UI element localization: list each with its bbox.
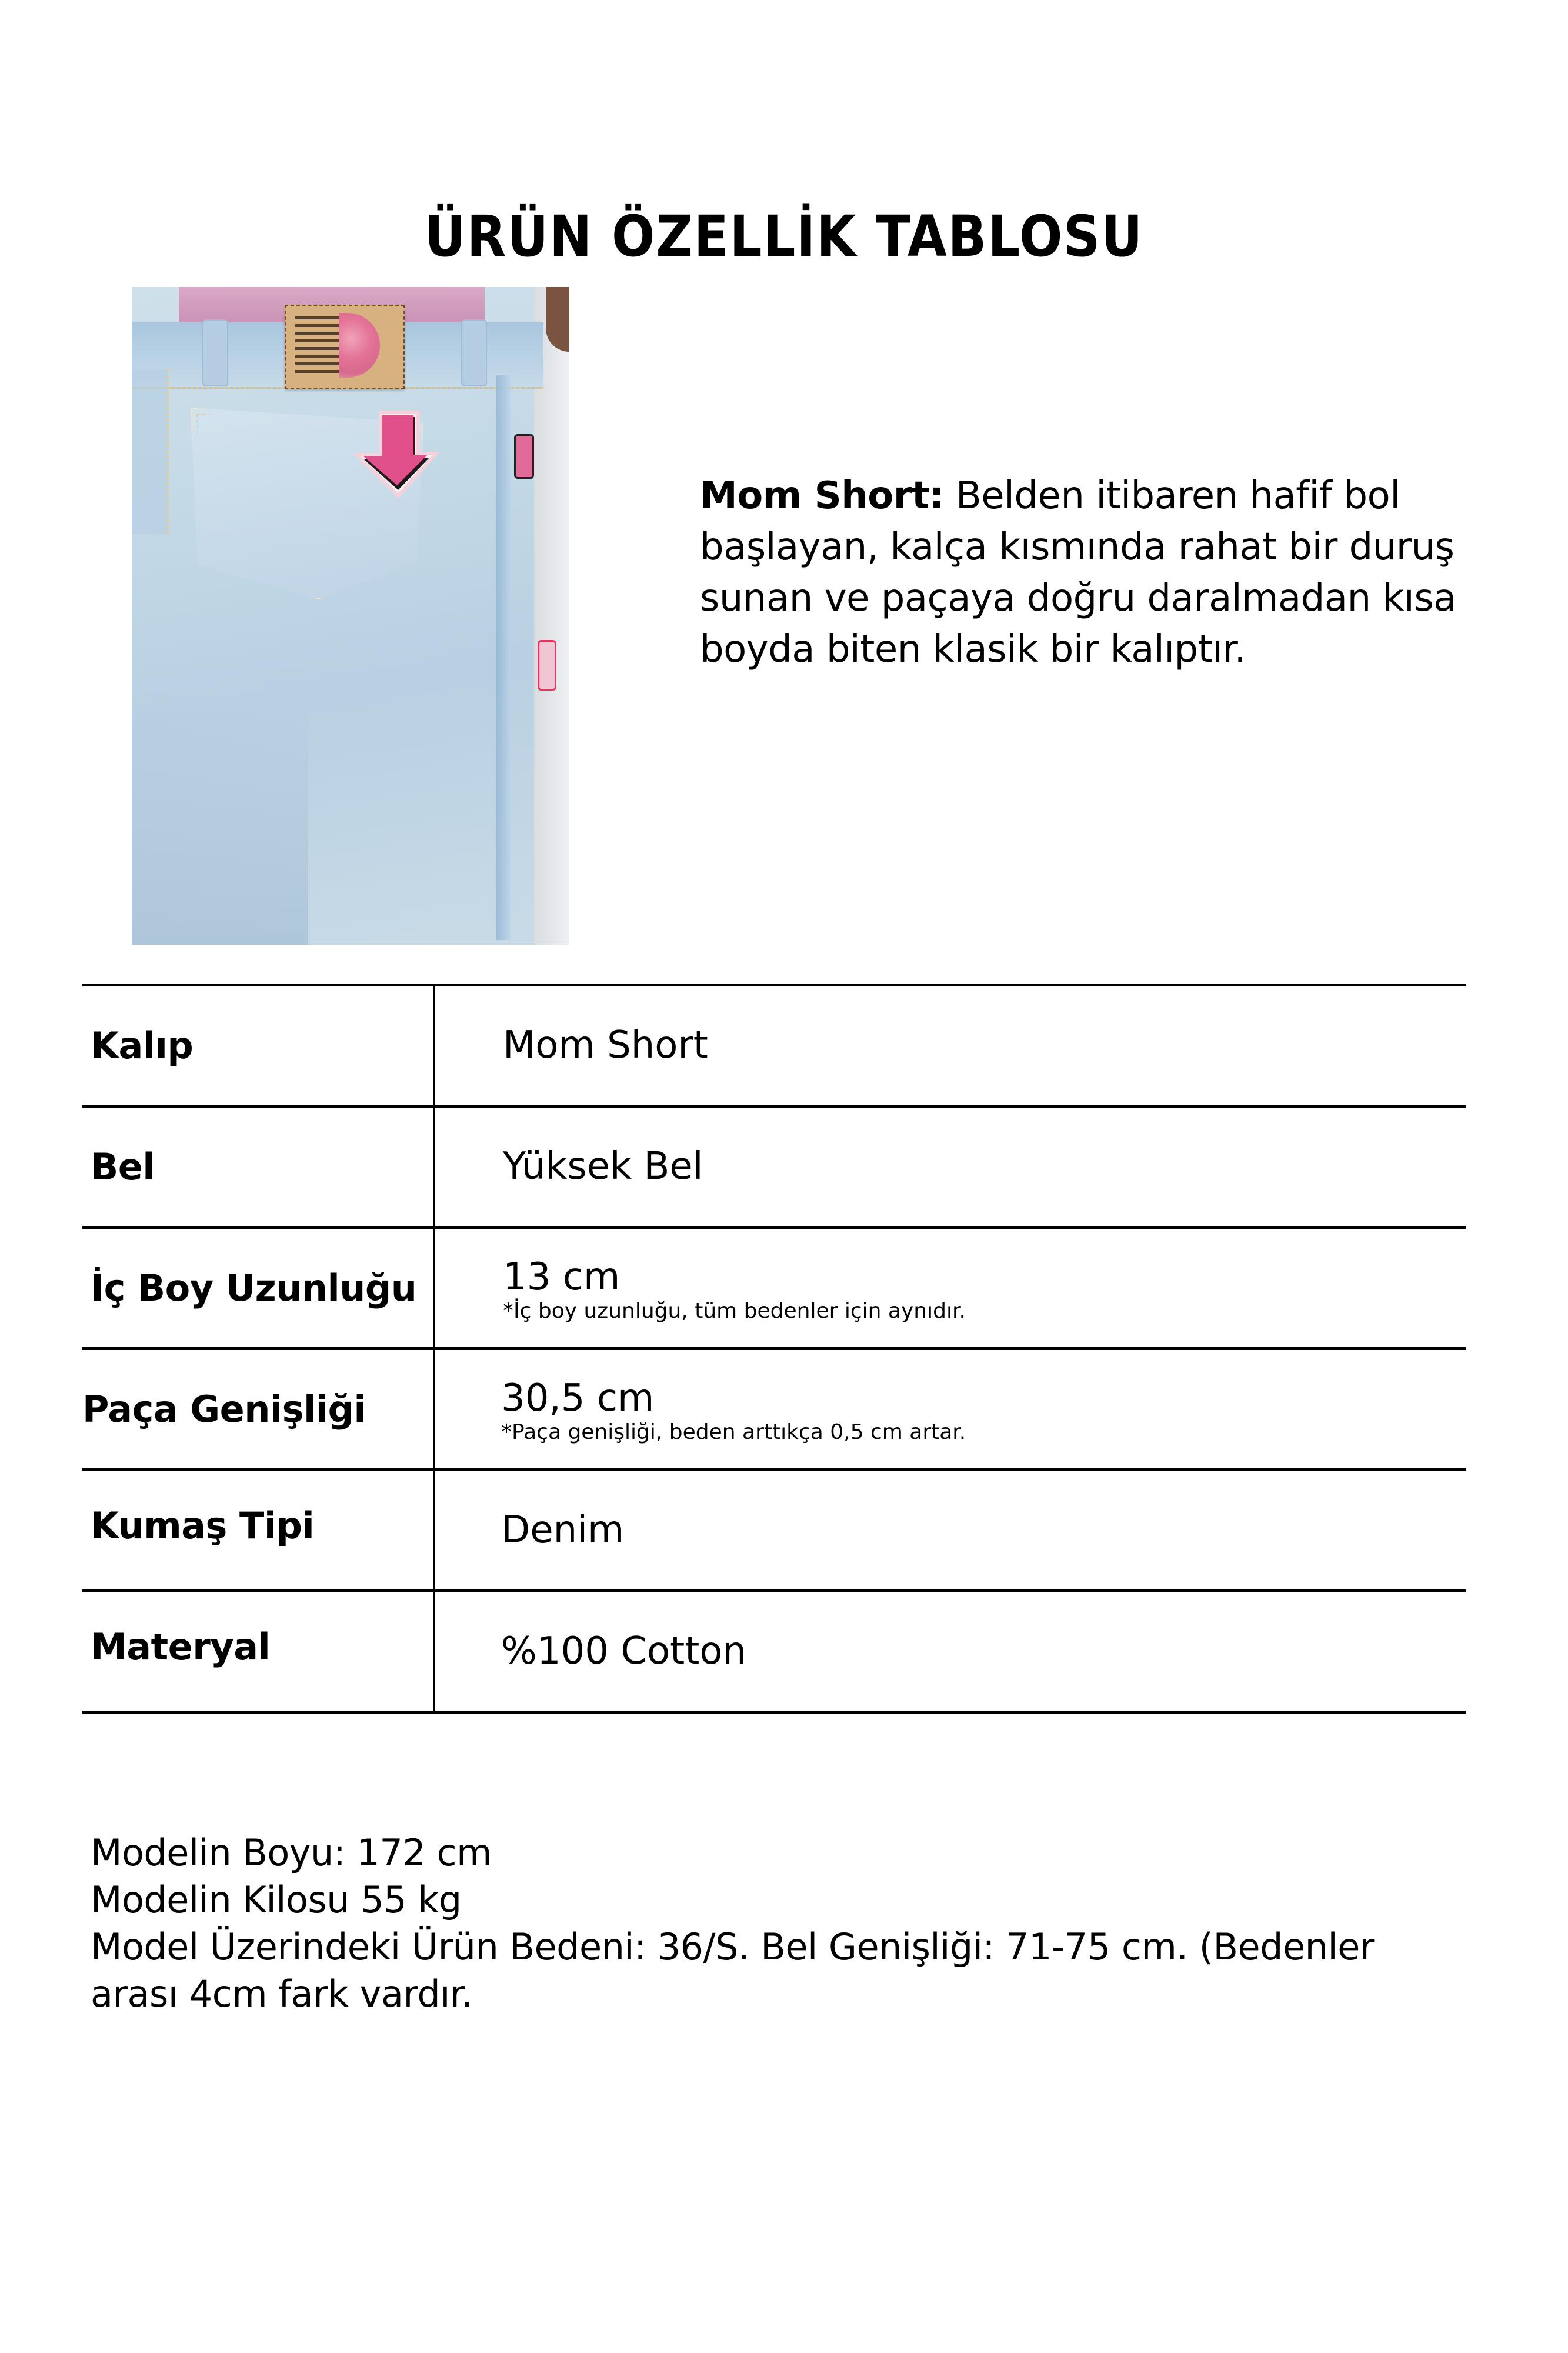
left-back-pocket	[132, 369, 169, 534]
spec-label: Kalıp	[91, 1024, 194, 1067]
model-height: Modelin Boyu: 172 cm	[91, 1831, 492, 1874]
pink-arrow-patch-icon	[352, 408, 441, 508]
table-row	[82, 984, 1466, 1105]
model-info	[91, 1829, 1461, 2018]
spec-value: Mom Short	[503, 1024, 708, 1067]
column-divider	[433, 1471, 435, 1589]
table-row	[82, 1226, 1466, 1347]
spec-value: Yüksek Bel	[503, 1145, 703, 1188]
spec-value-cell	[501, 1592, 746, 1710]
column-divider	[433, 1592, 435, 1711]
spec-value-cell	[503, 986, 708, 1104]
page-title: ÜRÜN ÖZELLİK TABLOSU	[424, 204, 1144, 270]
model-size-info: Model Üzerindeki Ürün Bedeni: 36/S. Bel Genişliği: 71-75 cm. (Bedenler arası 4cm fark vardır.	[91, 1925, 1386, 2015]
table-row	[82, 1468, 1466, 1589]
table-row	[82, 1347, 1466, 1468]
side-seam	[496, 375, 511, 940]
product-description	[700, 471, 1464, 675]
column-divider	[433, 1108, 435, 1226]
leather-label-patch	[285, 305, 405, 389]
column-divider	[433, 1350, 435, 1468]
floral-print	[339, 313, 380, 378]
spec-table	[82, 984, 1466, 1714]
description-term: Mom Short:	[700, 474, 944, 518]
spec-note: *İç boy uzunluğu, tüm bedenler için aynıdır.	[503, 1299, 966, 1323]
column-divider	[433, 1229, 435, 1347]
spec-label: Bel	[91, 1145, 155, 1188]
spec-note: *Paça genişliği, beden arttıkça 0,5 cm artar.	[501, 1420, 966, 1444]
model-weight: Modelin Kilosu 55 kg	[91, 1878, 462, 1921]
table-row	[82, 1105, 1466, 1226]
spec-value-cell	[503, 1108, 703, 1225]
spec-label: Paça Genişliği	[82, 1387, 366, 1431]
table-row	[82, 1589, 1466, 1714]
spec-value: 30,5 cm	[501, 1377, 655, 1420]
leg-shading	[132, 699, 308, 945]
label-text-lines	[295, 316, 342, 375]
description-text: Belden itibaren hafif bol başlayan, kalça kısmında rahat bir duruş sunan ve paçaya doğru daralmadan kısa boyda biten klasik bir kalıptır.	[700, 474, 1456, 671]
side-patch	[538, 640, 556, 691]
spec-value: %100 Cotton	[501, 1629, 747, 1673]
belt-loop	[202, 319, 228, 386]
side-patch	[514, 434, 534, 479]
spec-label: Kumaş Tipi	[91, 1504, 315, 1547]
spec-label: İç Boy Uzunluğu	[91, 1266, 417, 1309]
belt-loop	[461, 319, 487, 386]
column-divider	[433, 986, 435, 1105]
spec-label: Materyal	[91, 1625, 271, 1668]
product-photo	[132, 287, 569, 945]
spec-value: Denim	[501, 1508, 625, 1552]
spec-value-cell	[501, 1471, 624, 1589]
spec-value: 13 cm	[503, 1255, 620, 1299]
